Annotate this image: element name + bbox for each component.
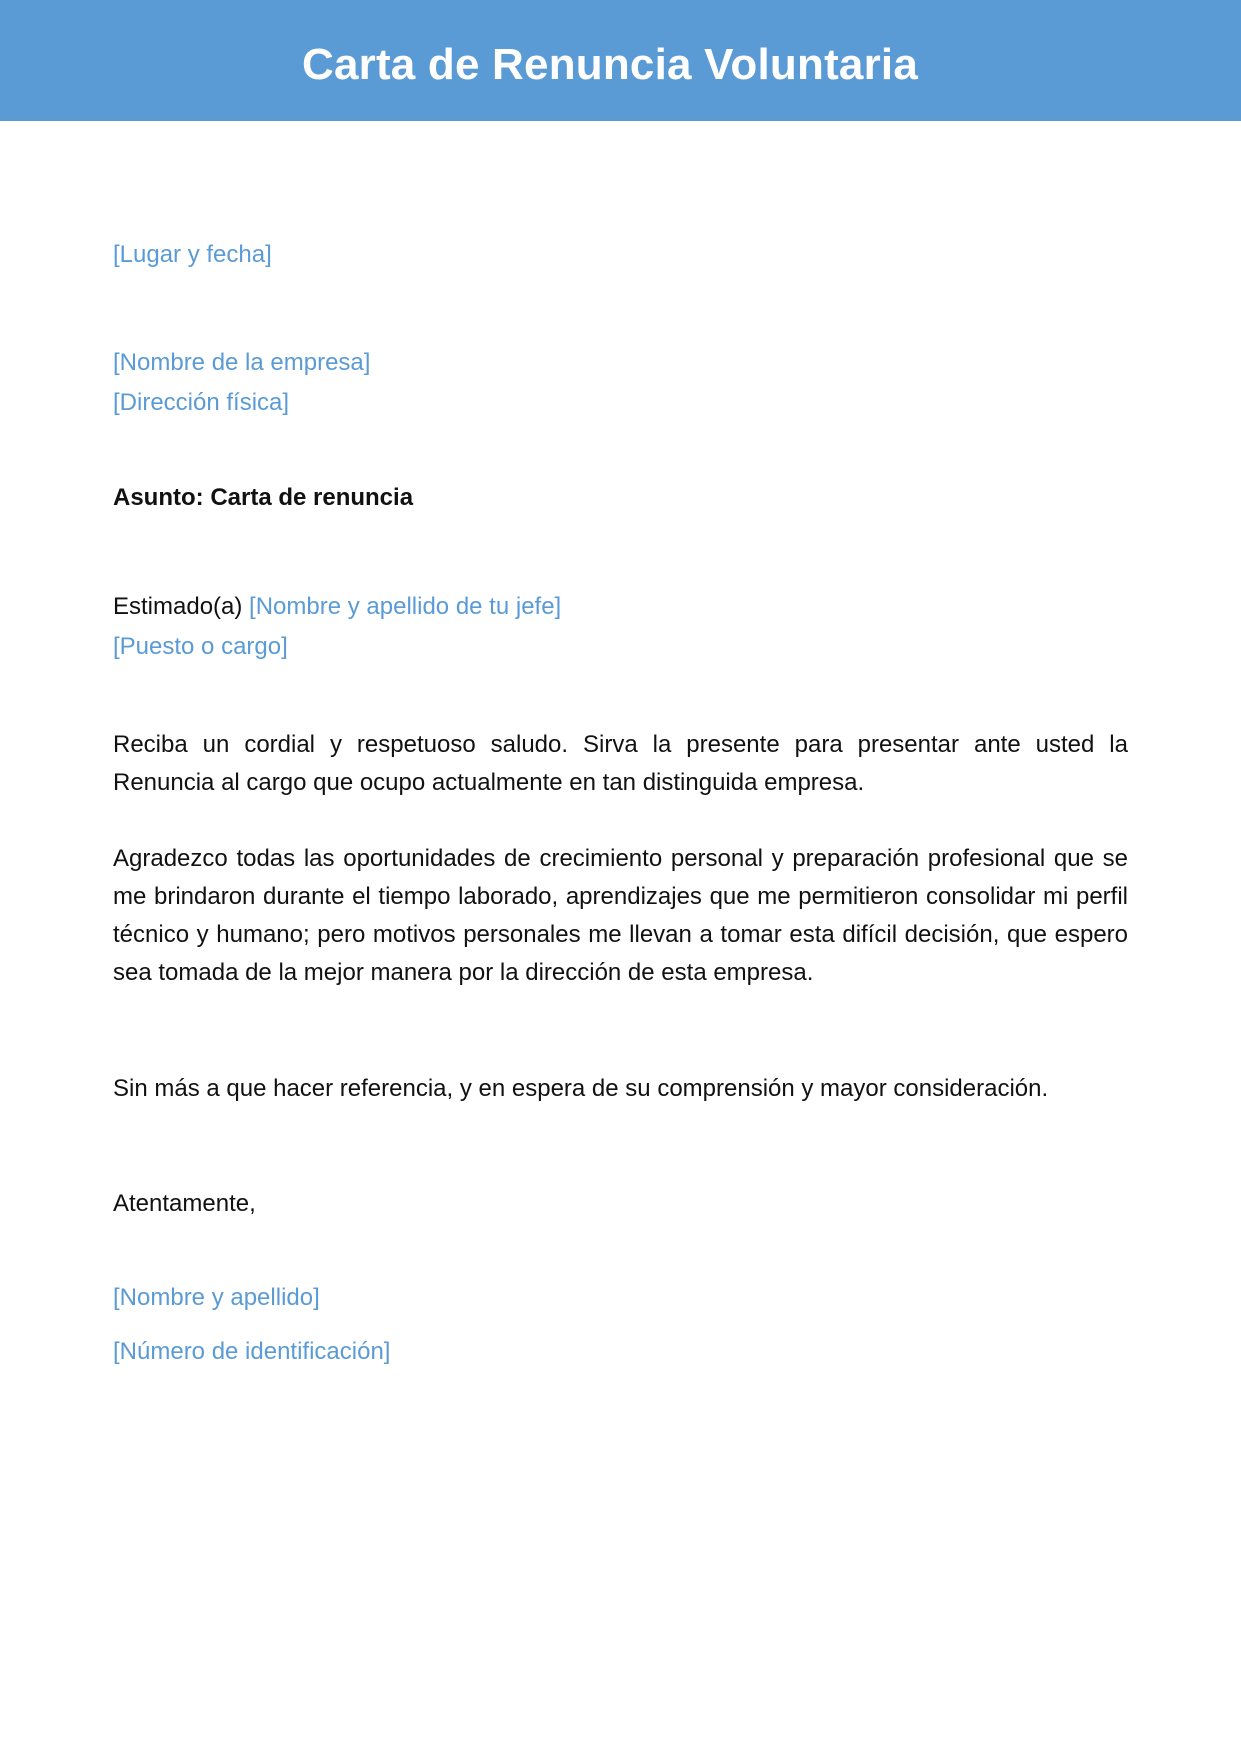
paragraph-1: Reciba un cordial y respetuoso saludo. Sirva la presente para presentar ante usted la Renuncia al cargo que ocupo actualmente en tan distinguida empresa. bbox=[113, 731, 1128, 796]
id-number bbox=[113, 1333, 1128, 1371]
company-name-placeholder: [Nombre de la empresa] bbox=[113, 349, 371, 376]
signer-name-placeholder: [Nombre y apellido] bbox=[113, 1284, 320, 1311]
paragraph-3: Sin más a que hacer referencia, y en espera de su comprensión y mayor consideración. bbox=[113, 1075, 1049, 1102]
place-date-placeholder: [Lugar y fecha] bbox=[113, 241, 272, 268]
closing: Atentamente, bbox=[113, 1190, 256, 1217]
subject-line: Asunto: Carta de renuncia bbox=[113, 484, 414, 511]
paragraph-2: Agradezco todas las oportunidades de crecimiento personal y preparación profesional que se me brindaron durante el tiempo laborado, aprendizajes que me permitieron consolidar mi perfil técnico y humano; pero motivos personales me llevan a tomar esta difícil decisión, que espero sea tomada de la mejor manera por la dirección de esta empresa. bbox=[113, 845, 1128, 986]
address-placeholder: [Dirección física] bbox=[113, 389, 290, 416]
signer-name bbox=[113, 1279, 1128, 1317]
document-title: Carta de Renuncia Voluntaria bbox=[301, 40, 919, 89]
greeting-line bbox=[113, 588, 1128, 626]
company-address bbox=[113, 384, 1128, 422]
place-date bbox=[113, 236, 1128, 274]
company-name bbox=[113, 344, 1128, 382]
greeting-prefix: Estimado(a) bbox=[113, 593, 250, 620]
id-number-placeholder: [Número de identificación] bbox=[113, 1338, 391, 1365]
position-placeholder: [Puesto o cargo] bbox=[113, 633, 288, 660]
boss-name-placeholder: [Nombre y apellido de tu jefe] bbox=[249, 593, 562, 620]
position-line bbox=[113, 628, 1128, 666]
